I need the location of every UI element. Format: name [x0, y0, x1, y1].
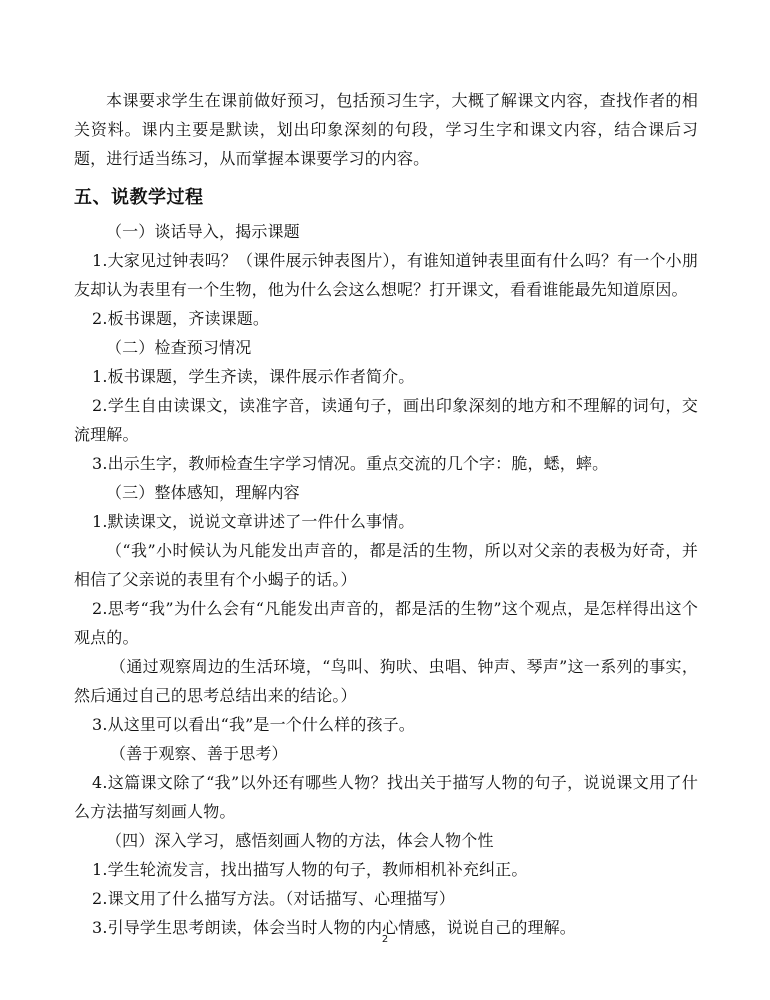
list-item: 3.出示生字，教师检查生字学习情况。重点交流的几个字：脆，蟋，蟀。	[92, 454, 609, 473]
list-item: 2.学生自由读课文，读准字音，读通句子，画出印象深刻的地方和不理解的词句，交流理解。	[74, 396, 698, 444]
page-number: 2	[381, 934, 389, 945]
part-title: （四）深入学习，感悟刻画人物的方法，体会人物个性	[106, 831, 494, 850]
list-item: 3.引导学生思考朗读，体会当时人物的内心情感，说说自己的理解。	[92, 918, 576, 937]
part-title: （三）整体感知，理解内容	[106, 483, 300, 502]
list-item: 2.思考“我”为什么会有“凡能发出声音的，都是活的生物”这个观点，是怎样得出这个观点的。	[74, 599, 698, 647]
answer-note: （善于观察、善于思考）	[110, 744, 288, 763]
part-title: （二）检查预习情况	[106, 338, 252, 357]
list-item: 1.板书课题，学生齐读，课件展示作者简介。	[92, 367, 415, 386]
list-item: 2.板书课题，齐读课题。	[92, 309, 270, 328]
list-item: 1.学生轮流发言，找出描写人物的句子，教师相机补充纠正。	[92, 860, 528, 879]
section-heading: 五、说教学过程	[74, 187, 204, 208]
list-item: 4.这篇课文除了“我”以外还有哪些人物？找出关于描写人物的句子，说说课文用了什么方法描写刻画人物。	[74, 773, 698, 821]
list-item: 1.默读课文，说说文章讲述了一件什么事情。	[92, 512, 415, 531]
answer-note: （通过观察周边的生活环境，“鸟叫、狗吠、虫唱、钟声、琴声”这一系列的事实，然后通过自己的思考总结出来的结论。）	[74, 657, 698, 705]
list-item: 2.课文用了什么描写方法。（对话描写、心理描写）	[92, 889, 455, 908]
list-item: 3.从这里可以看出“我”是一个什么样的孩子。	[92, 715, 415, 734]
page-content	[74, 86, 698, 942]
answer-note: （“我”小时候认为凡能发出声音的，都是活的生物，所以对父亲的表极为好奇，并相信了父亲说的表里有个小蝎子的话。）	[74, 541, 698, 589]
part-title: （一）谈话导入，揭示课题	[106, 222, 300, 241]
list-item: 1.大家见过钟表吗？（课件展示钟表图片），有谁知道钟表里面有什么吗？有一个小朋友却认为表里有一个生物，他为什么会这么想呢？打开课文，看看谁能最先知道原因。	[74, 251, 698, 299]
intro-paragraph: 本课要求学生在课前做好预习，包括预习生字，大概了解课文内容，查找作者的相关资料。课内主要是默读，划出印象深刻的句段，学习生字和课文内容，结合课后习题，进行适当练习，从而掌握本课要学习的内容。	[74, 91, 698, 168]
